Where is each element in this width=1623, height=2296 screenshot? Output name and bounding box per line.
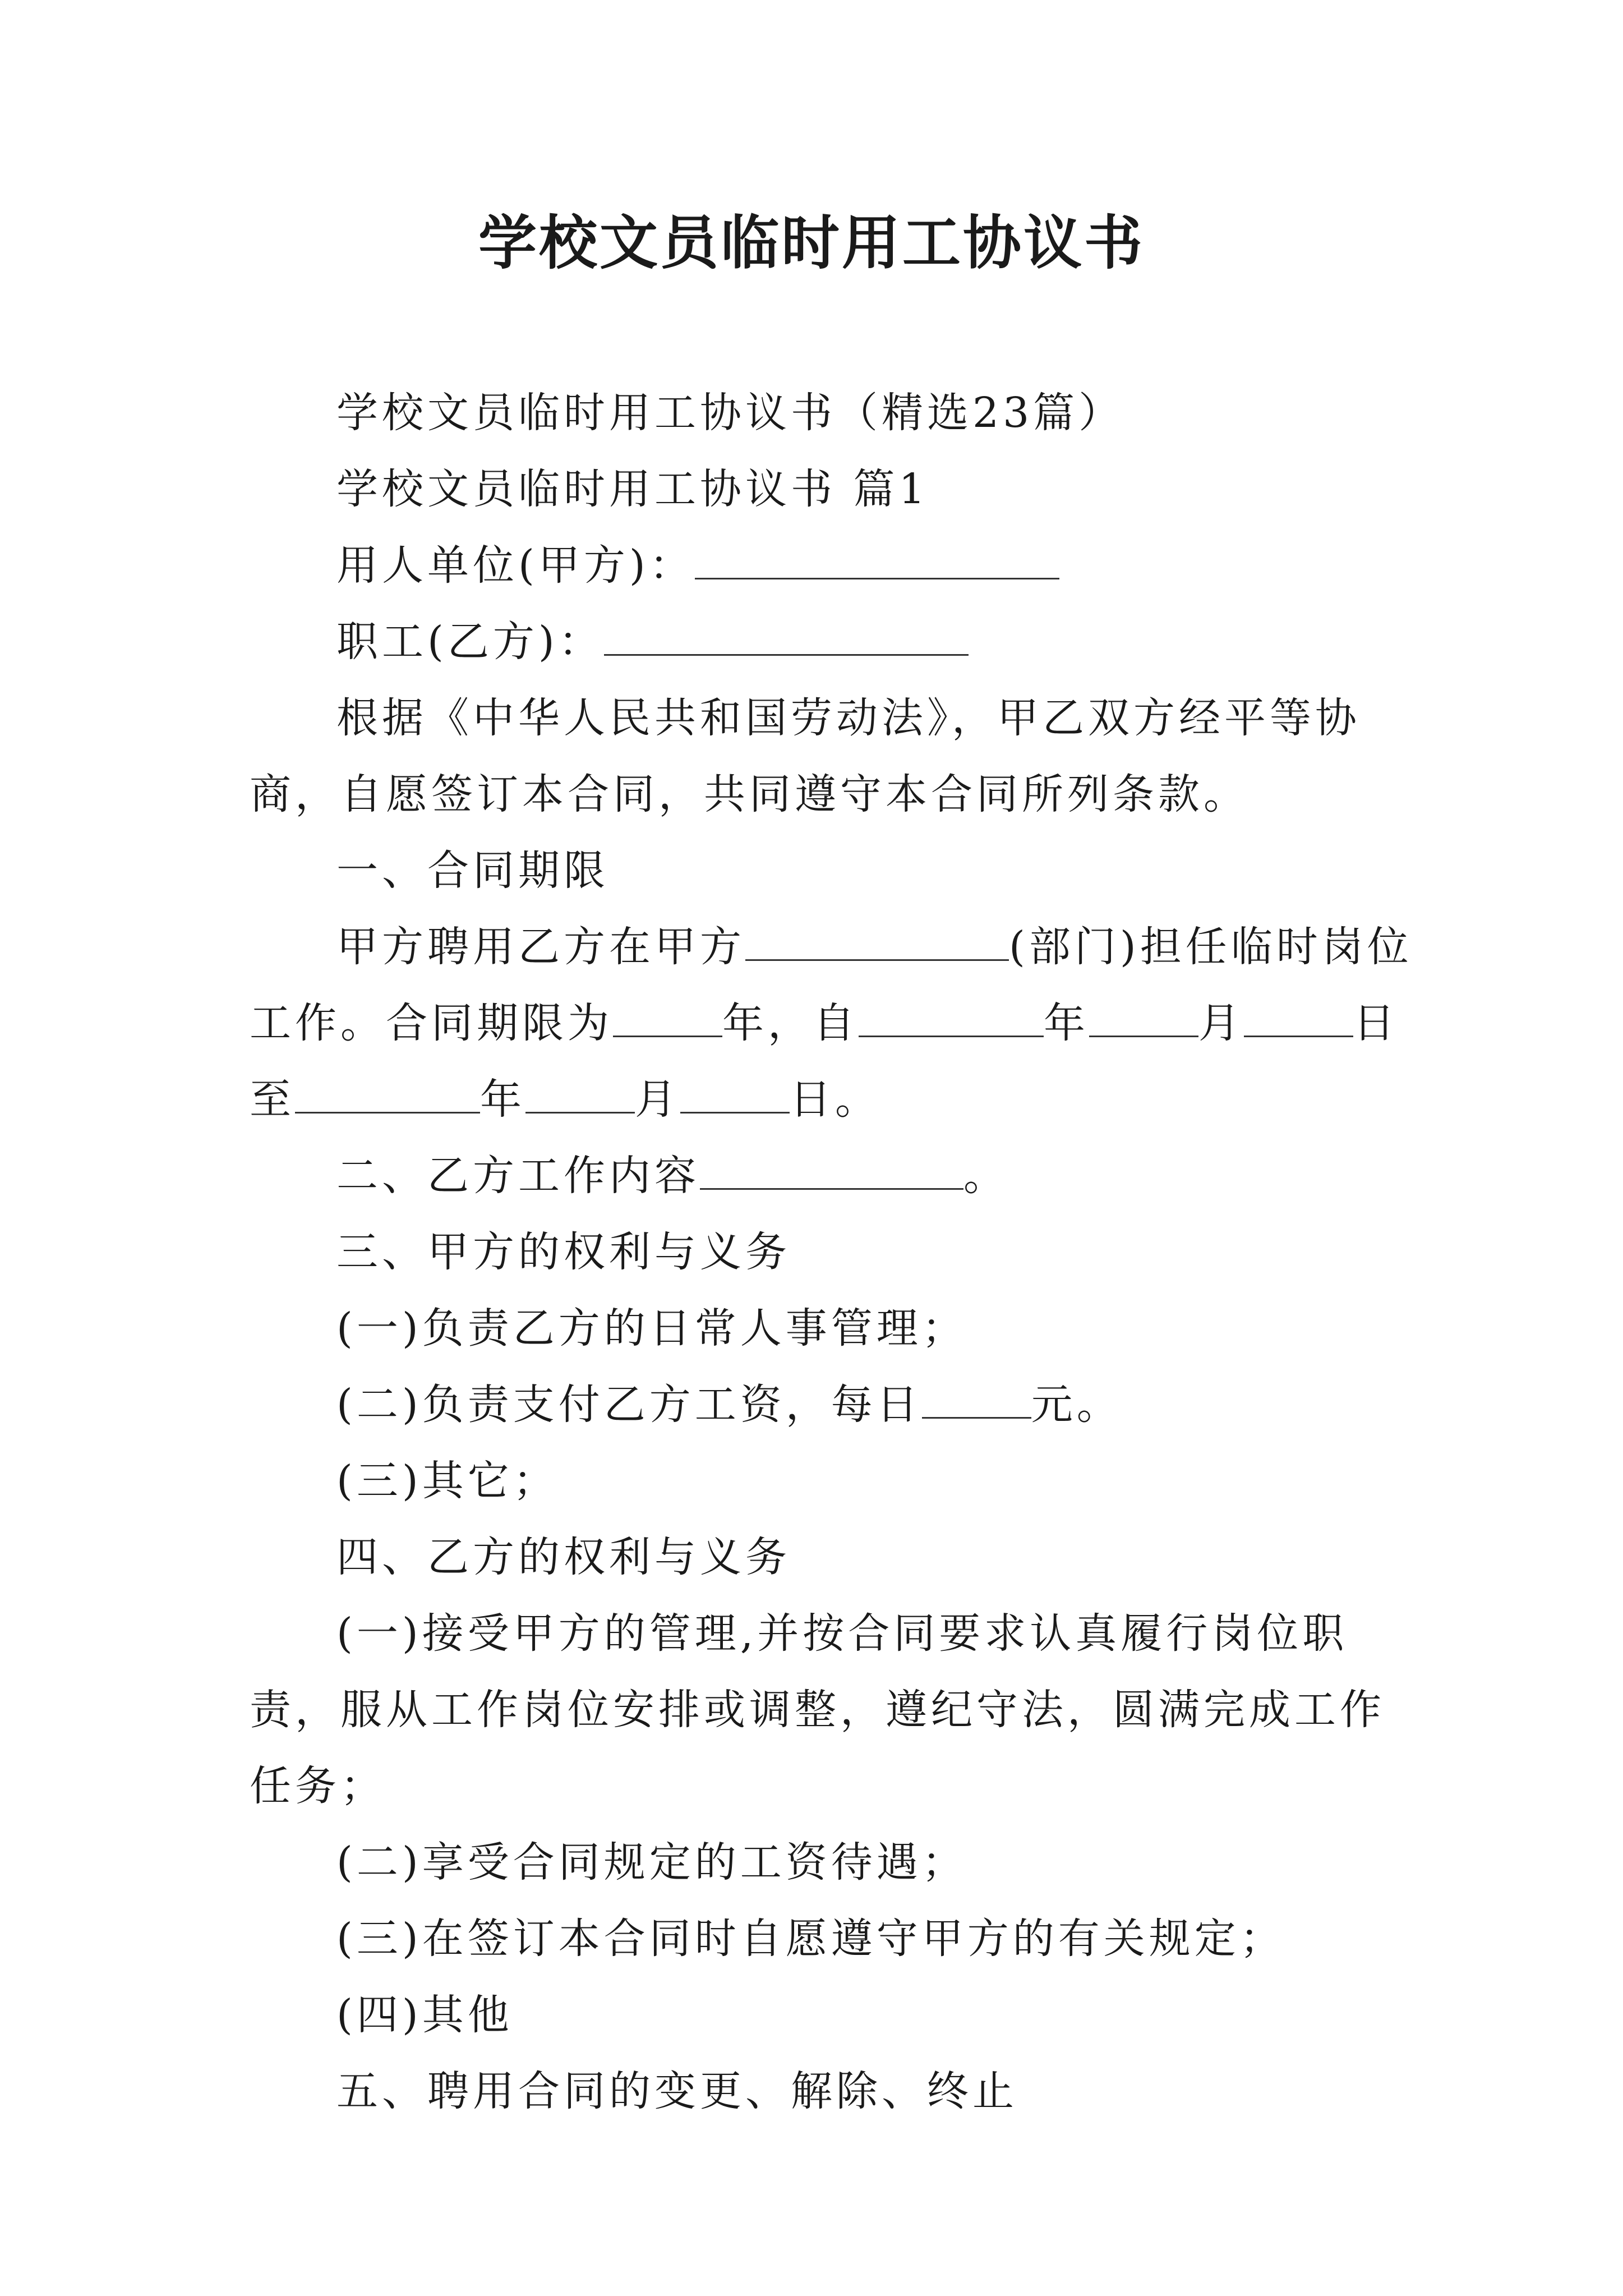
heading-party-a-rights: 三、甲方的权利与义务 [336, 1228, 791, 1276]
paragraph-b-item-2: (二)享受合同规定的工资待遇； [336, 1838, 967, 1887]
paragraph-section-heading: 学校文员临时用工协议书 篇1 [336, 465, 929, 513]
paragraph-a-item-1: (一)负责乙方的日常人事管理； [336, 1304, 967, 1352]
heading-contract-term: 一、合同期限 [336, 846, 609, 895]
paragraph-contract-term [250, 909, 1419, 1138]
text-fragment: 月 [635, 1075, 680, 1124]
term-years-blank [613, 992, 722, 1037]
text-fragment: 年，自 [722, 999, 859, 1047]
employee-label: 职工(乙方)： [336, 618, 604, 666]
employer-blank [695, 534, 1059, 579]
daily-wage-blank [922, 1373, 1031, 1419]
paragraph-employee [250, 604, 1419, 680]
paragraph-employer [250, 527, 1419, 604]
text-fragment: 。 [963, 1152, 1009, 1200]
text-fragment: (二)负责支付乙方工资，每日 [336, 1381, 922, 1429]
text-fragment: 甲方聘用乙方在甲方 [336, 923, 745, 971]
paragraph-preamble: 根据《中华人民共和国劳动法》，甲乙双方经平等协商，自愿签订本合同，共同遵守本合同所列条款。 [250, 694, 1361, 818]
text-fragment: 元。 [1031, 1381, 1122, 1429]
paragraph-subtitle: 学校文员临时用工协议书（精选23篇） [336, 389, 1124, 437]
end-day-blank [680, 1068, 790, 1114]
text-fragment: 日至 [250, 999, 1399, 1124]
start-month-blank [1089, 992, 1198, 1037]
heading-contract-changes: 五、聘用合同的变更、解除、终止 [336, 2067, 1018, 2115]
document-title: 学校文员临时用工协议书 [478, 208, 1145, 277]
start-day-blank [1244, 992, 1353, 1037]
text-fragment: (部门)担任临时岗位工作。合同期限为 [250, 923, 1413, 1047]
text-fragment: 月 [1198, 999, 1244, 1047]
start-year-blank [859, 992, 1044, 1037]
paragraph-work-content [250, 1138, 1419, 1214]
paragraph-b-item-4: (四)其他 [336, 1991, 513, 2039]
work-content-blank [700, 1144, 963, 1190]
paragraph-a-item-3: (三)其它； [336, 1457, 559, 1505]
employer-label: 用人单位(甲方)： [336, 541, 695, 590]
heading-party-b-rights: 四、乙方的权利与义务 [336, 1533, 791, 1581]
document-body [250, 375, 1419, 2129]
paragraph-a-item-2 [250, 1366, 1419, 1443]
text-fragment: 日。 [790, 1075, 880, 1124]
end-year-blank [295, 1068, 480, 1114]
text-fragment: 二、乙方工作内容 [336, 1152, 700, 1200]
paragraph-b-item-3: (三)在签订本合同时自愿遵守甲方的有关规定； [336, 1915, 1285, 1963]
employee-blank [604, 610, 969, 656]
text-fragment: 年 [480, 1075, 525, 1124]
text-fragment: 年 [1044, 999, 1089, 1047]
department-blank [745, 915, 1009, 961]
end-month-blank [525, 1068, 635, 1114]
paragraph-b-item-1: (一)接受甲方的管理,并按合同要求认真履行岗位职责，服从工作岗位安排或调整，遵纪守法，圆满完成工作任务； [250, 1609, 1385, 1810]
